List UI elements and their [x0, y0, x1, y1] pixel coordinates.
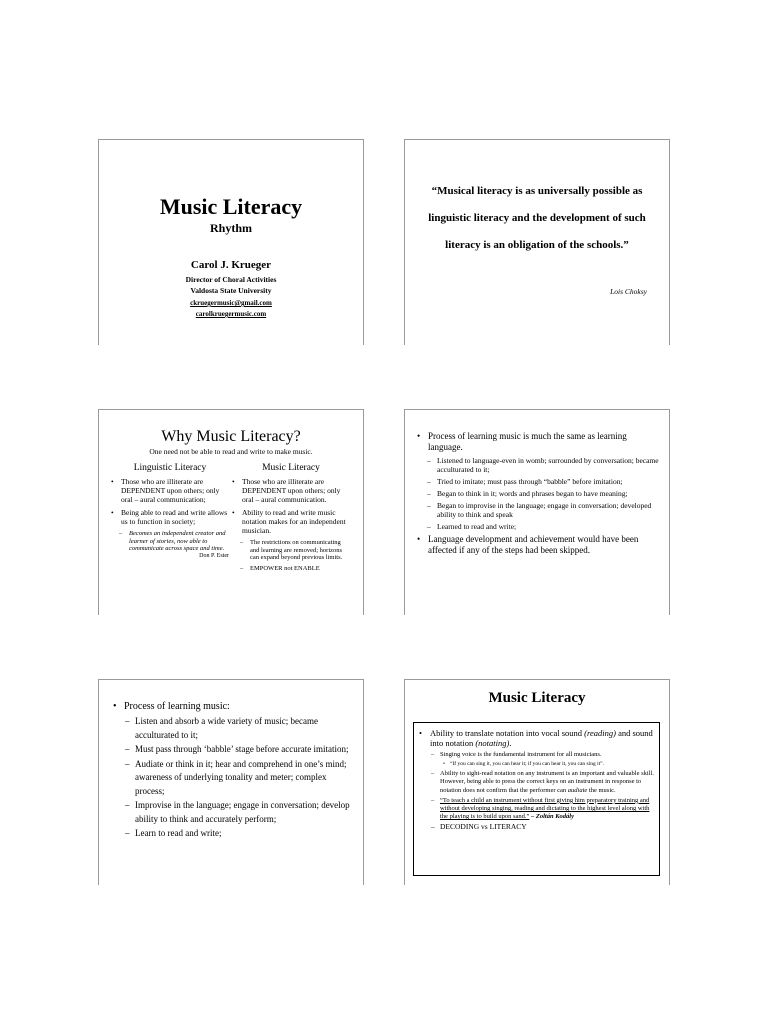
list-item: • Ability to translate notation into vocal sound (reading) and sound into notation (notating). — [419, 728, 654, 748]
sub-sub-list-item: • “If you can sing it, you can hear it; if you can hear it, you can sing it”. — [419, 761, 654, 768]
author-name: Carol J. Krueger — [190, 259, 272, 271]
slide1-title: Music Literacy — [159, 194, 303, 219]
list-item: • Process of learning music is much the same as learning language. — [417, 431, 659, 453]
sub-list-item: – Tried to imitate; must pass through “babble” before imitation; — [417, 477, 659, 486]
column-heading: Music Literacy — [262, 463, 320, 473]
quote-text: “Musical literacy is as universally possible as linguistic literacy and the development of such literacy is an obligation of the schools.” — [428, 185, 646, 251]
slide1-subtitle: Rhythm — [209, 221, 252, 235]
sub-list-item: – Learn to read and write; — [113, 827, 351, 841]
slide6-title: Music Literacy — [488, 690, 586, 706]
slide-quote — [404, 139, 670, 345]
sub-list-item: – Learned to read and write; — [417, 522, 659, 531]
kodaly-quote: – “To teach a child an instrument without first giving him preparatory training and without developing singing, reading and dictating to the highest level along with the playing is to build upon sand.” – Zoltán Kodály — [419, 797, 654, 822]
list-item: • Language development and achievement would have been affected if any of the steps had been skipped. — [417, 534, 659, 556]
author-website-link[interactable]: carolkruegermusic.com — [195, 310, 267, 318]
definition-box — [413, 722, 660, 876]
ester-quote: Becomes an independent creator and learner of stories, now able to communicate across space and time. — [129, 530, 226, 552]
sub-list-item — [111, 530, 229, 559]
list-item: • Process of learning music: — [113, 700, 351, 713]
sub-list-item: – Began to improvise in the language; engage in conversation; developed ability to think and speak — [417, 501, 659, 519]
author-role: Director of Choral Activities — [185, 275, 277, 284]
sub-list-item: – Listened to language-even in womb; surrounded by conversation; became acculturated to it; — [417, 456, 659, 474]
sub-list-item: – Began to think in it; words and phrases began to have meaning; — [417, 489, 659, 498]
quote-attribution: Lois Choksy — [610, 287, 647, 296]
sub-list-item: – The restrictions on communicating and learning are removed; horizons can expand beyond previous limits. — [232, 539, 350, 562]
author-institution: Valdosta State University — [190, 286, 272, 295]
column-linguistic-literacy — [111, 464, 229, 560]
list-item: • Ability to read and write music notation makes for an independent musician. — [232, 508, 350, 535]
slide3-title: Why Music Literacy? — [161, 428, 301, 445]
slide3-subtitle: One need not be able to read and write to make music. — [149, 447, 313, 456]
sub-list-item: – DECODING vs LITERACY — [419, 823, 654, 831]
slide-why-music-literacy — [98, 409, 364, 615]
sub-list-item: – EMPOWER not ENABLE — [232, 565, 350, 573]
list-item: • Those who are illiterate are DEPENDENT upon others; only oral – aural communication. — [232, 477, 350, 504]
author-email-link[interactable]: ckruegermusic@gmail.com — [190, 299, 272, 307]
sub-list-item: – Listen and absorb a wide variety of music; became acculturated to it; — [113, 715, 351, 742]
ester-attribution: Don P. Ester — [199, 552, 229, 559]
sub-list-item: – Must pass through ‘babble’ stage before accurate imitation; — [113, 743, 351, 757]
list-item: • Those who are illiterate are DEPENDENT upon others; only oral – aural communication; — [111, 477, 229, 504]
column-music-literacy — [232, 464, 350, 575]
list-item: • Being able to read and write allows us to function in society; — [111, 508, 229, 526]
slide-learning-language — [404, 409, 670, 615]
column-heading: Linguistic Literacy — [133, 463, 207, 473]
slide-learning-music — [98, 679, 364, 885]
sub-list-item: – Ability to sight-read notation on any instrument is an important and valuable skill. However, being able to press the correct keys on an instrument in response to notation does not confirm that the performer can audiate the music. — [419, 770, 654, 795]
slide-title — [98, 139, 364, 345]
sub-list-item: – Improvise in the language; engage in conversation; develop ability to think and accurately perform; — [113, 799, 351, 826]
slide-music-literacy-definition — [404, 679, 670, 885]
sub-list-item: – Audiate or think in it; hear and comprehend in one’s mind; awareness of underlying tonality and meter; complex process; — [113, 758, 351, 799]
sub-list-item: – Singing voice is the fundamental instrument for all musicians. — [419, 751, 654, 759]
